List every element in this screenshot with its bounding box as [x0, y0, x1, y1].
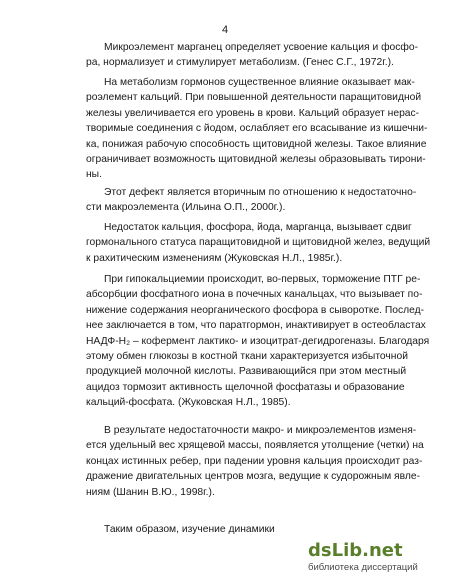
paragraph-7: [86, 522, 398, 537]
text-line: сти макроэлемента (Ильина О.П., 2000г.).: [86, 202, 286, 214]
watermark-subtitle: библиотека диссертаций: [308, 562, 418, 573]
text-line: роэлемент кальций. При повышенной деятельности паращитовидной: [86, 92, 422, 104]
text-line: Таким образом, изучение динамики: [104, 524, 275, 535]
paragraph-3: [86, 185, 417, 216]
paragraph-2: [86, 75, 428, 183]
text-line: Недостаток кальция, фосфора, йода, марганца, вызывает сдвиг: [104, 222, 412, 233]
text-line: Микроэлемент марганец определяет усвоение кальция и фосфо-: [104, 42, 419, 53]
text-line: ка, понижая рабочую способность щитовидной железы. Такое влияние: [86, 138, 427, 150]
text-line: гормонального статуса паращитовидной и щитовидной желез, ведущий: [86, 237, 431, 249]
paragraph-1: [86, 40, 419, 71]
text-line: продукцией молочной кислоты. Развивающийся при этом местный: [86, 366, 407, 378]
text-line: ацидоз тормозит активность щелочной фосфатазы и образование: [86, 381, 405, 393]
watermark: [300, 538, 450, 579]
text-line: ны.: [86, 169, 102, 181]
paragraph-5: [86, 272, 430, 411]
text-line: концах истинных ребер, при падении уровня кальция происходит раз-: [86, 455, 423, 467]
page-number: 4: [221, 24, 229, 36]
text-line: При гипокальциемии происходит, во-первых, торможение ПТГ ре-: [104, 274, 421, 285]
text-line: ра, нормализует и стимулирует метаболизм. (Генес С.Г., 1972г.).: [86, 57, 394, 69]
text-line: На метаболизм гормонов существенное влияние оказывает мак-: [104, 77, 415, 88]
text-line: этому обмен глюкозы в костной ткани характеризуется избыточной: [86, 351, 408, 363]
text-line: В результате недостаточности макро- и микроэлементов изменя-: [104, 425, 417, 436]
paragraph-4: [86, 220, 431, 266]
paragraph-6: [86, 423, 424, 500]
text-line: ограничивает возможность щитовидной железы образовывать тирони-: [86, 154, 426, 166]
text-line: творимые соединения с йодом, ослабляет его всасывание из кишечни-: [86, 123, 428, 135]
text-line: дражение двигательных центров мозга, ведущие к судорожным явле-: [86, 471, 421, 483]
text-line: кальций-фосфата. (Жуковская Н.Л., 1985).: [86, 397, 291, 409]
text-line: ется удельный вес хрящевой массы, появляется утолщение (четки) на: [86, 440, 424, 452]
text-line: Этот дефект является вторичным по отношению к недостаточно-: [104, 187, 417, 198]
text-line: железы увеличивается его уровень в крови. Кальций образует нерас-: [86, 107, 420, 119]
text-line: к рахитическим изменениям (Жуковская Н.Л., 1985г.).: [86, 252, 343, 264]
text-line: абсорбции фосфатного иона в почечных канальцах, что вызывает по-: [86, 289, 423, 301]
watermark-logo: dsLib.net: [308, 540, 403, 561]
text-line: нижение содержания неорганического фосфора в сыворотке. Послед-: [86, 304, 425, 316]
text-line: НАДФ-Н₂ – кофермент лактико- и изоцитрат-дегидрогеназы. Благодаря: [86, 335, 430, 347]
text-line: ниям (Шанин В.Ю., 1998г.).: [86, 486, 215, 498]
text-line: нее заключается в том, что паратгормон, инактивирует в остеобластах: [86, 320, 426, 332]
